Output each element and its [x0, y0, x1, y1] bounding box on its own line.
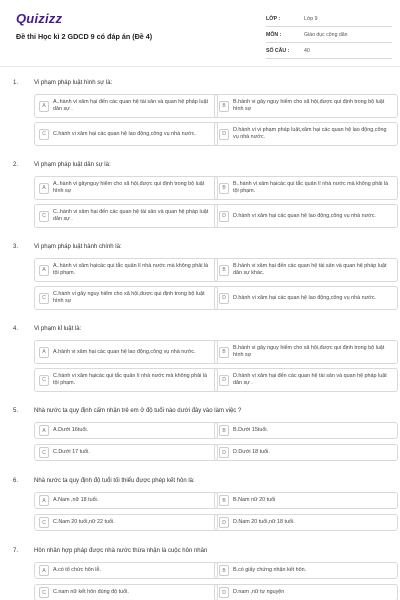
option-c[interactable]: [34, 286, 218, 310]
option-letter: D: [219, 375, 229, 386]
option-text: B..hành vi xâm hạicác qui tắc quản lí nhà nước mà không phải là tội phạm.: [233, 181, 389, 194]
option-text: C.Nam 20 tuổi,nữ 22 tuổi.: [53, 519, 115, 525]
option-c[interactable]: [34, 444, 218, 461]
question-text: Vi phạm pháp luật hình sự là:: [34, 80, 113, 86]
meta-row-subject: [266, 27, 392, 43]
option-text: D.hành vi xâm hại các quan hệ lao động,công vụ nhà nước.: [233, 212, 376, 219]
question-text: Nhà nước ta quy định độ tuổi tối thiểu được phép kết hôn là:: [34, 478, 195, 484]
meta-row-count: [266, 43, 392, 59]
question-number: 6.: [13, 478, 19, 484]
question-list: [0, 80, 400, 600]
option-text: B.có giấy chứng nhận kết hôn.: [233, 567, 307, 573]
option-letter: A: [39, 565, 49, 576]
question-number: 5.: [13, 408, 19, 414]
question-number: 3.: [13, 244, 19, 250]
option-text: C.Dưới 17 tuổi.: [53, 449, 90, 455]
header-divider: [0, 66, 400, 67]
option-text: D.hành vi xâm hại các quan hệ lao động,công vụ nhà nước.: [233, 294, 376, 301]
option-letter: D: [219, 129, 229, 140]
option-text: D.hành vi xâm hại đến các quan hệ tài sản và quan hệ pháp luật dân sự .: [233, 373, 387, 386]
option-letter: C: [39, 129, 49, 140]
question-1: [0, 80, 400, 162]
option-b[interactable]: [214, 492, 398, 509]
option-d[interactable]: [214, 444, 398, 461]
option-letter: D: [219, 517, 229, 528]
quizizz-logo: Quizizz: [16, 11, 63, 26]
option-c[interactable]: [34, 368, 218, 392]
option-text: B.hành vi gây nguy hiểm cho xã hội,được qui định trong bộ luật hình sự: [233, 345, 385, 358]
option-text: C.hành vi xâm hại các quan hệ lao động,công vụ nhà nước.: [53, 130, 196, 137]
option-text: B.Nam nữ 20 tuổi: [233, 497, 276, 503]
option-text: A.có tổ chức hôn lễ.: [53, 567, 101, 573]
option-d[interactable]: [214, 368, 398, 392]
option-letter: A: [39, 101, 49, 112]
option-letter: B: [219, 183, 229, 194]
option-text: D.hành vi vi phạm pháp luật,xâm hại các quan hệ lao động,công vụ nhà nước.: [233, 127, 387, 140]
option-a[interactable]: [34, 176, 218, 200]
meta-row-grade: [266, 11, 392, 27]
question-number: 2.: [13, 162, 19, 168]
option-b[interactable]: [214, 176, 398, 200]
option-text: B.hành vi gây nguy hiểm cho xã hội,được qui định trong bộ luật hình sự: [233, 99, 385, 112]
option-text: A.Dưới 16tuổi.: [53, 427, 89, 433]
meta-value: 40: [304, 47, 310, 54]
meta-value: Giáo dục công dân: [304, 31, 348, 38]
option-letter: B: [219, 101, 229, 112]
option-letter: D: [219, 587, 229, 598]
option-b[interactable]: [214, 422, 398, 439]
option-letter: A: [39, 425, 49, 436]
option-letter: D: [219, 211, 229, 222]
option-d[interactable]: [214, 514, 398, 531]
page-title: Đề thi Học kì 2 GDCD 9 có đáp án (Đề 4): [16, 32, 153, 41]
option-letter: C: [39, 517, 49, 528]
meta-value: Lớp 9: [304, 15, 318, 22]
option-a[interactable]: [34, 562, 218, 579]
question-7: [0, 548, 400, 600]
option-text: B.hành vi xâm hại đến các quan hệ tài sản và quan hệ pháp luật dân sự khác.: [233, 263, 387, 276]
option-text: A..hành vi xâm hạicác qui tắc quản lí nhà nước mà không phải là tội phạm.: [53, 263, 209, 276]
option-text: D.nam ,nữ tự nguyện: [233, 589, 285, 595]
meta-key: SỐ CÂU :: [266, 47, 290, 54]
question-text: Vi phạm pháp luật hành chính là:: [34, 244, 122, 250]
option-letter: A: [39, 495, 49, 506]
option-a[interactable]: [34, 492, 218, 509]
meta-table: [266, 11, 392, 59]
option-letter: B: [219, 425, 229, 436]
question-text: Nhà nước ta quy định cấm nhận trẻ em ở độ tuổi nào dưới đây vào làm việc ?: [34, 408, 242, 414]
question-4: [0, 326, 400, 408]
option-text: B.Dưới 15tuổi.: [233, 427, 269, 433]
question-3: [0, 244, 400, 326]
question-number: 1.: [13, 80, 19, 86]
option-letter: B: [219, 495, 229, 506]
option-b[interactable]: [214, 340, 398, 364]
question-6: [0, 478, 400, 548]
question-text: Vi phạm pháp luật dân sự là:: [34, 162, 111, 168]
option-text: C.hành vi xâm hạicác qui tắc quản lí nhà nước mà không phải là tội phạm.: [53, 373, 207, 386]
option-c[interactable]: [34, 514, 218, 531]
option-letter: C: [39, 375, 49, 386]
option-text: A..hành vi gâynguy hiểm cho xã hội,được qui định trong bộ luật hình sự: [53, 181, 205, 194]
option-d[interactable]: [214, 286, 398, 310]
option-text: A..hành vi xâm hại đến các quan hệ tài sản và quan hệ pháp luật dân sự .: [53, 99, 208, 112]
option-text: A.hành vi xâm hại các quan hệ lao động,công vụ nhà nước.: [53, 348, 196, 355]
option-a[interactable]: [34, 422, 218, 439]
option-d[interactable]: [214, 584, 398, 600]
question-5: [0, 408, 400, 478]
option-letter: A: [39, 183, 49, 194]
option-b[interactable]: [214, 94, 398, 118]
question-number: 4.: [13, 326, 19, 332]
option-a[interactable]: [34, 94, 218, 118]
option-letter: B: [219, 265, 229, 276]
option-a[interactable]: [34, 258, 218, 282]
question-text: Vi phạm kỉ luật là:: [34, 326, 82, 332]
option-text: D.Nam 20 tuổi,nữ 18 tuổi.: [233, 519, 295, 525]
option-letter: A: [39, 265, 49, 276]
question-number: 7.: [13, 548, 19, 554]
option-letter: D: [219, 293, 229, 304]
option-text: C..hành vi xâm hại đến các quan hệ tài sản và quan hệ pháp luật dân sự .: [53, 209, 209, 222]
option-letter: C: [39, 293, 49, 304]
option-letter: A: [39, 347, 49, 358]
option-text: A.Nam ,nữ 18 tuổi.: [53, 497, 99, 503]
option-letter: C: [39, 587, 49, 598]
meta-key: MÔN :: [266, 31, 282, 38]
option-letter: D: [219, 447, 229, 458]
option-text: C.nam nữ kết hôn đúng độ tuổi.: [53, 589, 129, 595]
worksheet-header: [0, 0, 400, 62]
option-text: C.hành vi gây nguy hiểm cho xã hội,được qui định trong bộ luật hình sự: [53, 291, 205, 304]
option-letter: C: [39, 447, 49, 458]
option-c[interactable]: [34, 204, 218, 228]
option-b[interactable]: [214, 258, 398, 282]
option-text: D.Dưới 18 tuổi.: [233, 449, 270, 455]
option-letter: B: [219, 565, 229, 576]
option-b[interactable]: [214, 562, 398, 579]
option-a[interactable]: [34, 340, 218, 364]
option-c[interactable]: [34, 584, 218, 600]
question-2: [0, 162, 400, 244]
option-letter: C: [39, 211, 49, 222]
option-c[interactable]: [34, 122, 218, 146]
option-d[interactable]: [214, 122, 398, 146]
option-d[interactable]: [214, 204, 398, 228]
meta-key: LỚP :: [266, 15, 281, 22]
question-text: Hôn nhân hợp pháp được nhà nước thừa nhận là cuộc hôn nhân: [34, 548, 208, 554]
option-letter: B: [219, 347, 229, 358]
